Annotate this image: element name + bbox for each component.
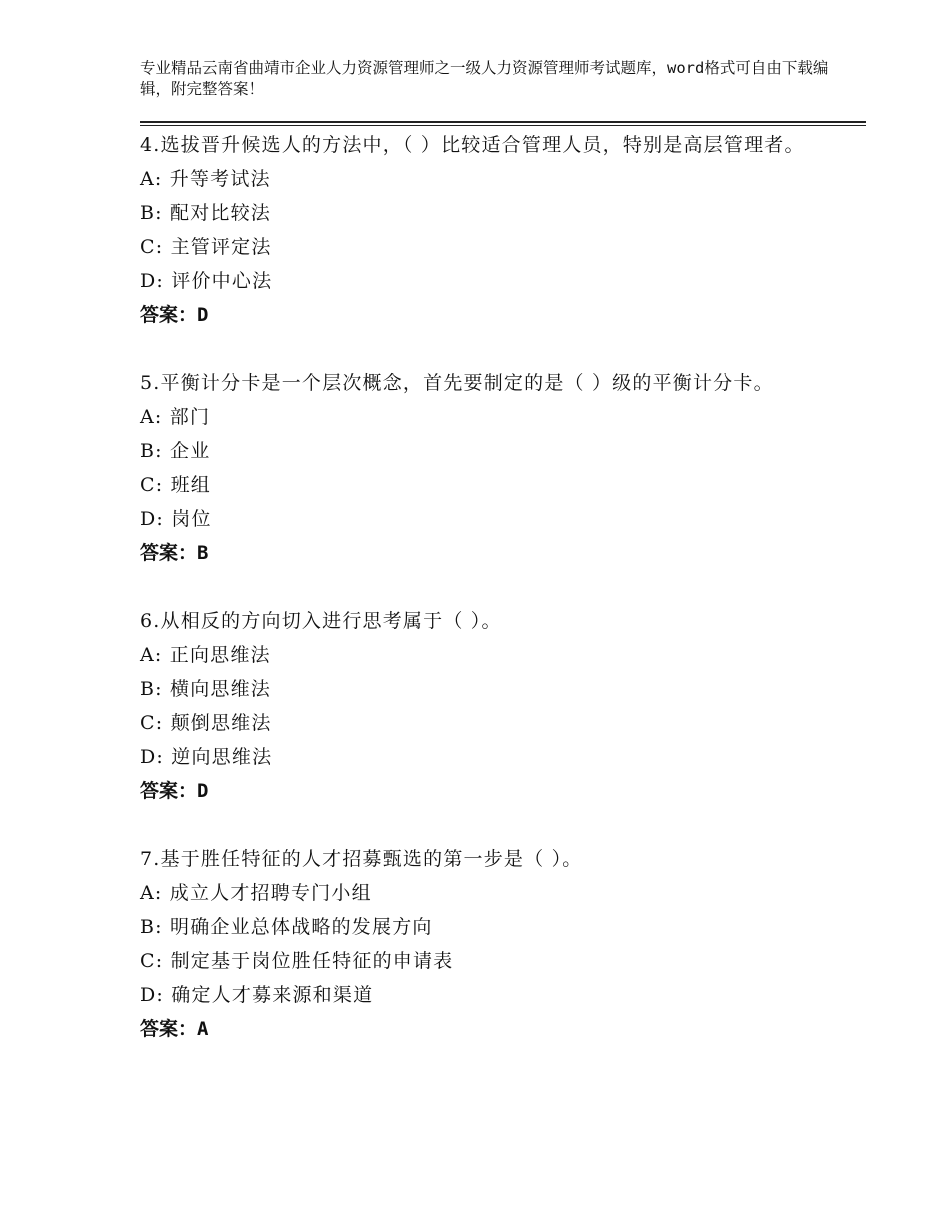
option-a: A: 升等考试法	[140, 168, 271, 190]
question-spacer	[140, 332, 820, 366]
question-stem: 4.选拔晋升候选人的方法中，（ ）比较适合管理人员，特别是高层管理者。	[140, 134, 805, 156]
option-b: B: 横向思维法	[140, 678, 272, 700]
answer-line: 答案：A	[140, 1018, 209, 1040]
question-stem: 6.从相反的方向切入进行思考属于（ ）。	[140, 610, 502, 632]
option-c: C: 班组	[140, 474, 211, 496]
question-spacer	[140, 570, 820, 604]
option-d: D: 逆向思维法	[140, 746, 273, 768]
option-d: D: 确定人才募来源和渠道	[140, 984, 374, 1006]
question-spacer	[140, 808, 820, 842]
header-divider-thin	[140, 125, 866, 126]
question-stem: 7.基于胜任特征的人才招募甄选的第一步是（ ）。	[140, 848, 583, 870]
option-b: B: 配对比较法	[140, 202, 272, 224]
question-stem: 5.平衡计分卡是一个层次概念，首先要制定的是（ ）级的平衡计分卡。	[140, 372, 774, 394]
question-5	[140, 366, 820, 570]
question-list	[140, 128, 820, 1046]
option-a: A: 正向思维法	[140, 644, 271, 666]
option-c: C: 主管评定法	[140, 236, 272, 258]
option-b: B: 企业	[140, 440, 211, 462]
option-a: A: 成立人才招聘专门小组	[140, 882, 372, 904]
option-d: D: 岗位	[140, 508, 212, 530]
option-a: A: 部门	[140, 406, 211, 428]
answer-line: 答案：D	[140, 780, 209, 802]
document-header: 专业精品云南省曲靖市企业人力资源管理师之一级人力资源管理师考试题库，word格式可自由下载编辑，附完整答案！	[140, 59, 829, 98]
answer-line: 答案：B	[140, 542, 209, 564]
question-7	[140, 842, 820, 1046]
option-d: D: 评价中心法	[140, 270, 273, 292]
answer-line: 答案：D	[140, 304, 209, 326]
header-divider-thick	[140, 121, 866, 123]
option-c: C: 制定基于岗位胜任特征的申请表	[140, 950, 454, 972]
question-4	[140, 128, 820, 332]
option-c: C: 颠倒思维法	[140, 712, 272, 734]
question-6	[140, 604, 820, 808]
option-b: B: 明确企业总体战略的发展方向	[140, 916, 433, 938]
